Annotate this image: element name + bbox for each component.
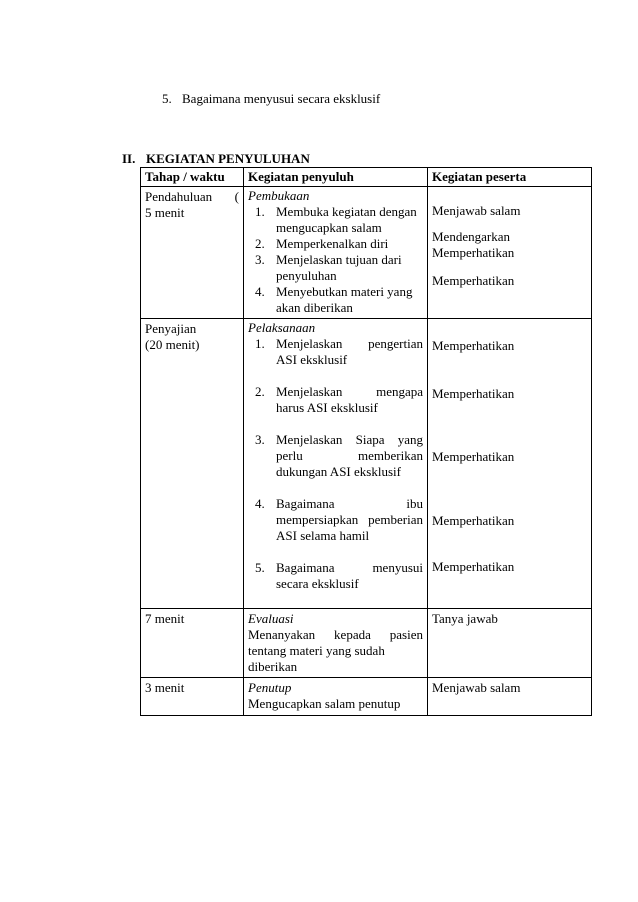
response-text: Memperhatikan xyxy=(432,273,515,288)
step-text: secara eksklusif xyxy=(276,576,359,591)
step-number: 1. xyxy=(255,204,265,219)
step-list xyxy=(248,384,423,416)
participant-cell xyxy=(428,678,592,716)
list-item xyxy=(248,432,423,480)
step-number: 2. xyxy=(255,384,265,399)
table-row xyxy=(141,319,592,609)
stage-text: 7 menit xyxy=(145,611,185,626)
section-title: KEGIATAN PENYULUHAN xyxy=(146,151,310,166)
list-item xyxy=(248,236,423,252)
activity-text: tentang materi yang sudah xyxy=(248,643,385,658)
header-stage: Tahap / waktu xyxy=(141,168,244,187)
list-item xyxy=(248,496,423,544)
step-list xyxy=(248,204,423,316)
step-text: Menyebutkan materi yang xyxy=(276,284,413,299)
stage-cell xyxy=(141,187,244,319)
response-text: Memperhatikan xyxy=(432,338,515,353)
stage-line: (20 menit) xyxy=(145,337,200,352)
activity-title: Pelaksanaan xyxy=(248,320,316,335)
response-text: Memperhatikan xyxy=(432,513,515,528)
list-item xyxy=(248,284,423,316)
response-text: Tanya jawab xyxy=(432,611,498,626)
step-text: Bagaimana menyusui xyxy=(276,560,423,575)
step-text: Bagaimana ibu xyxy=(276,496,423,511)
table-row xyxy=(141,609,592,678)
participant-cell xyxy=(428,187,592,319)
list-item xyxy=(248,336,423,368)
response-text: Memperhatikan xyxy=(432,449,515,464)
response-text: Memperhatikan xyxy=(432,386,515,401)
table-row xyxy=(141,678,592,716)
table-row xyxy=(141,187,592,319)
step-text: ASI selama hamil xyxy=(276,528,370,543)
step-text: Menjelaskan tujuan dari xyxy=(276,252,402,267)
item-number: 5. xyxy=(162,91,172,106)
response-text: Menjawab salam xyxy=(432,680,521,695)
numbered-item xyxy=(162,91,380,107)
step-text: Menjelaskan mengapa xyxy=(276,384,423,399)
response-text: Mendengarkan xyxy=(432,229,510,244)
step-number: 3. xyxy=(255,252,265,267)
item-text: Bagaimana menyusui secara eksklusif xyxy=(182,91,381,106)
activity-cell xyxy=(244,609,428,678)
step-list xyxy=(248,496,423,544)
table-header-row xyxy=(141,168,592,187)
step-number: 5. xyxy=(255,560,265,575)
section-number: II. xyxy=(122,151,136,166)
list-item xyxy=(248,560,423,592)
step-text: perlu memberikan xyxy=(276,448,423,463)
response-text: Menjawab salam xyxy=(432,203,521,218)
step-text: ASI eksklusif xyxy=(276,352,348,367)
header-activity: Kegiatan penyuluh xyxy=(244,168,428,187)
step-text: dukungan ASI eksklusif xyxy=(276,464,401,479)
step-number: 4. xyxy=(255,284,265,299)
step-list xyxy=(248,432,423,480)
activity-text: diberikan xyxy=(248,659,298,674)
list-item xyxy=(248,204,423,236)
stage-cell xyxy=(141,678,244,716)
activity-title: Pembukaan xyxy=(248,188,310,203)
activity-cell xyxy=(244,678,428,716)
step-text: Memperkenalkan diri xyxy=(276,236,389,251)
step-number: 2. xyxy=(255,236,265,251)
step-number: 1. xyxy=(255,336,265,351)
step-number: 4. xyxy=(255,496,265,511)
step-text: mengucapkan salam xyxy=(276,220,382,235)
activity-table xyxy=(140,167,592,716)
stage-line: 5 menit xyxy=(145,205,185,220)
activity-title: Penutup xyxy=(248,680,292,695)
step-text: Membuka kegiatan dengan xyxy=(276,204,417,219)
activity-title: Evaluasi xyxy=(248,611,294,626)
stage-line: Pendahuluan ( xyxy=(145,189,239,204)
step-text: Menjelaskan Siapa yang xyxy=(276,432,423,447)
list-item xyxy=(248,384,423,416)
stage-text: 3 menit xyxy=(145,680,185,695)
participant-cell xyxy=(428,319,592,609)
stage-cell xyxy=(141,319,244,609)
participant-cell xyxy=(428,609,592,678)
step-list xyxy=(248,336,423,368)
step-text: mempersiapkan pemberian xyxy=(276,512,423,527)
step-text: Menjelaskan pengertian xyxy=(276,336,423,351)
section-heading xyxy=(122,151,310,167)
step-number: 3. xyxy=(255,432,265,447)
header-participant: Kegiatan peserta xyxy=(428,168,592,187)
step-list xyxy=(248,560,423,592)
activity-cell xyxy=(244,319,428,609)
step-text: harus ASI eksklusif xyxy=(276,400,378,415)
stage-cell xyxy=(141,609,244,678)
stage-line: Penyajian xyxy=(145,321,197,336)
activity-cell xyxy=(244,187,428,319)
step-text: akan diberikan xyxy=(276,300,353,315)
activity-text: Mengucapkan salam penutup xyxy=(248,696,401,711)
step-text: penyuluhan xyxy=(276,268,337,283)
response-text: Memperhatikan xyxy=(432,559,515,574)
response-text: Memperhatikan xyxy=(432,245,515,260)
activity-text: Menanyakan kepada pasien xyxy=(248,627,423,642)
list-item xyxy=(248,252,423,284)
